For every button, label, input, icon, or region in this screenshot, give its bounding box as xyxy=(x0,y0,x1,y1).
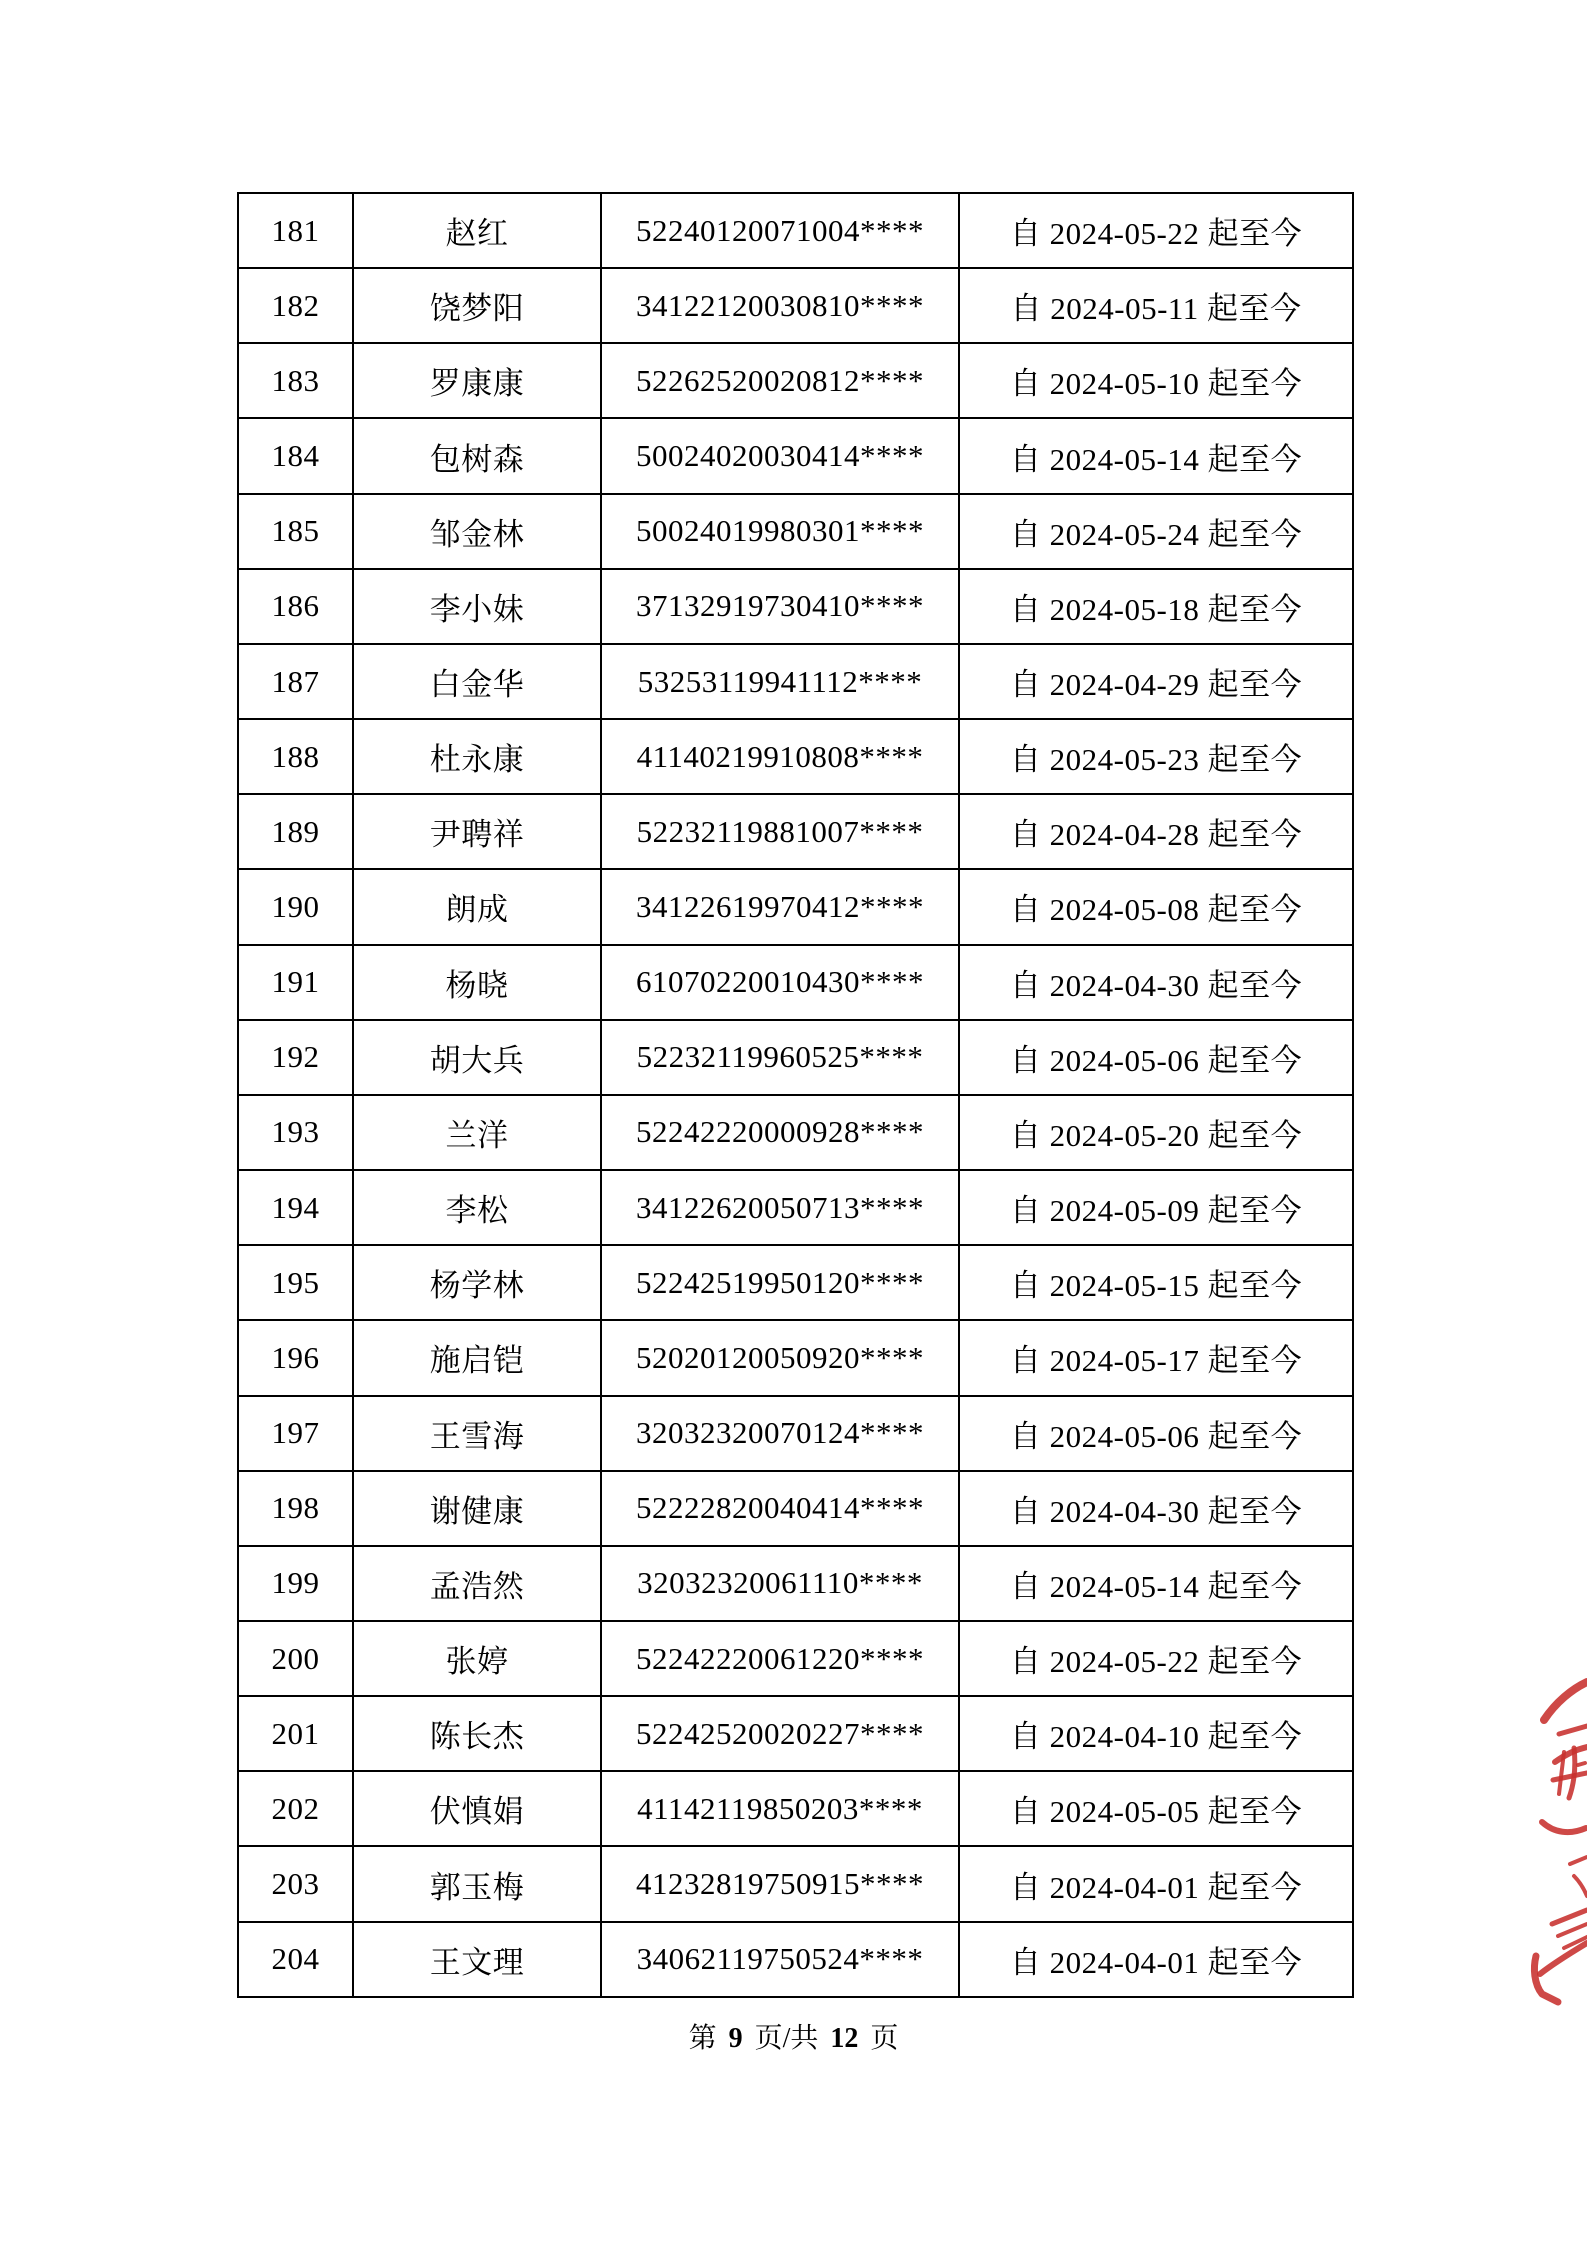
cell-period: 自 2024-05-10 起至今 xyxy=(959,343,1353,418)
cell-period: 自 2024-05-09 起至今 xyxy=(959,1170,1353,1245)
cell-period: 自 2024-04-30 起至今 xyxy=(959,945,1353,1020)
table-row xyxy=(238,719,1353,794)
cell-id-number: 41142119850203**** xyxy=(601,1771,959,1846)
cell-name: 赵红 xyxy=(353,193,601,268)
cell-name: 尹聘祥 xyxy=(353,794,601,869)
cell-name: 罗康康 xyxy=(353,343,601,418)
cell-period: 自 2024-04-01 起至今 xyxy=(959,1846,1353,1921)
cell-id-number: 41140219910808**** xyxy=(601,719,959,794)
cell-id-number: 52240120071004**** xyxy=(601,193,959,268)
table-row xyxy=(238,945,1353,1020)
cell-name: 王文理 xyxy=(353,1922,601,1997)
cell-id-number: 52242519950120**** xyxy=(601,1245,959,1320)
cell-period: 自 2024-05-06 起至今 xyxy=(959,1396,1353,1471)
cell-period: 自 2024-05-14 起至今 xyxy=(959,1546,1353,1621)
cell-id-number: 34122620050713**** xyxy=(601,1170,959,1245)
cell-no: 186 xyxy=(238,569,353,644)
table-row xyxy=(238,1396,1353,1471)
footer-suffix: 页 xyxy=(870,2023,899,2054)
table-row xyxy=(238,794,1353,869)
footer-prefix: 第 xyxy=(688,2023,717,2054)
cell-no: 181 xyxy=(238,193,353,268)
cell-name: 张婷 xyxy=(353,1621,601,1696)
cell-no: 198 xyxy=(238,1471,353,1546)
cell-no: 194 xyxy=(238,1170,353,1245)
cell-no: 197 xyxy=(238,1396,353,1471)
footer-page-number: 9 xyxy=(728,2023,743,2054)
cell-period: 自 2024-05-17 起至今 xyxy=(959,1320,1353,1395)
cell-id-number: 34122120030810**** xyxy=(601,268,959,343)
cell-name: 施启铠 xyxy=(353,1320,601,1395)
table-row xyxy=(238,1320,1353,1395)
cell-no: 202 xyxy=(238,1771,353,1846)
cell-no: 191 xyxy=(238,945,353,1020)
cell-no: 193 xyxy=(238,1095,353,1170)
cell-no: 196 xyxy=(238,1320,353,1395)
cell-no: 195 xyxy=(238,1245,353,1320)
cell-no: 188 xyxy=(238,719,353,794)
cell-name: 白金华 xyxy=(353,644,601,719)
table-row xyxy=(238,193,1353,268)
cell-name: 李松 xyxy=(353,1170,601,1245)
cell-id-number: 52020120050920**** xyxy=(601,1320,959,1395)
cell-period: 自 2024-05-20 起至今 xyxy=(959,1095,1353,1170)
cell-id-number: 41232819750915**** xyxy=(601,1846,959,1921)
table-row xyxy=(238,644,1353,719)
table-row xyxy=(238,1771,1353,1846)
table-row xyxy=(238,1245,1353,1320)
official-seal-icon xyxy=(1528,1672,1587,2012)
cell-no: 189 xyxy=(238,794,353,869)
cell-no: 182 xyxy=(238,268,353,343)
table-row xyxy=(238,1846,1353,1921)
cell-period: 自 2024-05-14 起至今 xyxy=(959,418,1353,493)
cell-id-number: 52222820040414**** xyxy=(601,1471,959,1546)
cell-name: 王雪海 xyxy=(353,1396,601,1471)
cell-id-number: 61070220010430**** xyxy=(601,945,959,1020)
cell-name: 饶梦阳 xyxy=(353,268,601,343)
cell-id-number: 32032320061110**** xyxy=(601,1546,959,1621)
cell-name: 邹金林 xyxy=(353,494,601,569)
cell-name: 朗成 xyxy=(353,869,601,944)
cell-name: 兰洋 xyxy=(353,1095,601,1170)
cell-id-number: 52262520020812**** xyxy=(601,343,959,418)
table-body xyxy=(238,193,1353,1997)
table-row xyxy=(238,494,1353,569)
cell-name: 杜永康 xyxy=(353,719,601,794)
cell-no: 192 xyxy=(238,1020,353,1095)
footer-total-pages: 12 xyxy=(830,2023,859,2054)
cell-name: 包树森 xyxy=(353,418,601,493)
cell-period: 自 2024-04-30 起至今 xyxy=(959,1471,1353,1546)
cell-period: 自 2024-05-22 起至今 xyxy=(959,1621,1353,1696)
cell-period: 自 2024-05-18 起至今 xyxy=(959,569,1353,644)
table-row xyxy=(238,1922,1353,1997)
cell-no: 184 xyxy=(238,418,353,493)
cell-name: 谢健康 xyxy=(353,1471,601,1546)
cell-no: 183 xyxy=(238,343,353,418)
cell-period: 自 2024-05-22 起至今 xyxy=(959,193,1353,268)
cell-period: 自 2024-04-10 起至今 xyxy=(959,1696,1353,1771)
cell-no: 201 xyxy=(238,1696,353,1771)
table-row xyxy=(238,569,1353,644)
cell-no: 199 xyxy=(238,1546,353,1621)
cell-period: 自 2024-05-05 起至今 xyxy=(959,1771,1353,1846)
table-row xyxy=(238,1095,1353,1170)
cell-period: 自 2024-05-15 起至今 xyxy=(959,1245,1353,1320)
cell-no: 185 xyxy=(238,494,353,569)
cell-id-number: 50024020030414**** xyxy=(601,418,959,493)
table-row xyxy=(238,1020,1353,1095)
cell-name: 伏慎娟 xyxy=(353,1771,601,1846)
cell-no: 204 xyxy=(238,1922,353,1997)
cell-id-number: 32032320070124**** xyxy=(601,1396,959,1471)
table-row xyxy=(238,1696,1353,1771)
cell-period: 自 2024-05-06 起至今 xyxy=(959,1020,1353,1095)
footer-infix: 页/共 xyxy=(754,2023,819,2054)
roster-table xyxy=(237,192,1354,1998)
cell-id-number: 52242220000928**** xyxy=(601,1095,959,1170)
cell-no: 200 xyxy=(238,1621,353,1696)
table-row xyxy=(238,268,1353,343)
cell-id-number: 37132919730410**** xyxy=(601,569,959,644)
table-row xyxy=(238,869,1353,944)
cell-id-number: 50024019980301**** xyxy=(601,494,959,569)
table-row xyxy=(238,1546,1353,1621)
cell-id-number: 34062119750524**** xyxy=(601,1922,959,1997)
cell-period: 自 2024-05-11 起至今 xyxy=(959,268,1353,343)
cell-name: 杨晓 xyxy=(353,945,601,1020)
cell-period: 自 2024-05-08 起至今 xyxy=(959,869,1353,944)
table-row xyxy=(238,418,1353,493)
cell-no: 203 xyxy=(238,1846,353,1921)
cell-no: 190 xyxy=(238,869,353,944)
cell-id-number: 52242520020227**** xyxy=(601,1696,959,1771)
cell-id-number: 34122619970412**** xyxy=(601,869,959,944)
cell-period: 自 2024-04-29 起至今 xyxy=(959,644,1353,719)
cell-no: 187 xyxy=(238,644,353,719)
cell-period: 自 2024-04-01 起至今 xyxy=(959,1922,1353,1997)
page-footer xyxy=(0,2016,1587,2056)
cell-id-number: 52232119960525**** xyxy=(601,1020,959,1095)
cell-name: 孟浩然 xyxy=(353,1546,601,1621)
cell-name: 李小妹 xyxy=(353,569,601,644)
table-row xyxy=(238,1621,1353,1696)
cell-id-number: 52232119881007**** xyxy=(601,794,959,869)
cell-id-number: 52242220061220**** xyxy=(601,1621,959,1696)
cell-period: 自 2024-05-24 起至今 xyxy=(959,494,1353,569)
cell-name: 陈长杰 xyxy=(353,1696,601,1771)
cell-period: 自 2024-05-23 起至今 xyxy=(959,719,1353,794)
cell-name: 郭玉梅 xyxy=(353,1846,601,1921)
table-row xyxy=(238,1471,1353,1546)
cell-id-number: 53253119941112**** xyxy=(601,644,959,719)
table-row xyxy=(238,1170,1353,1245)
table-row xyxy=(238,343,1353,418)
cell-name: 胡大兵 xyxy=(353,1020,601,1095)
cell-name: 杨学林 xyxy=(353,1245,601,1320)
cell-period: 自 2024-04-28 起至今 xyxy=(959,794,1353,869)
